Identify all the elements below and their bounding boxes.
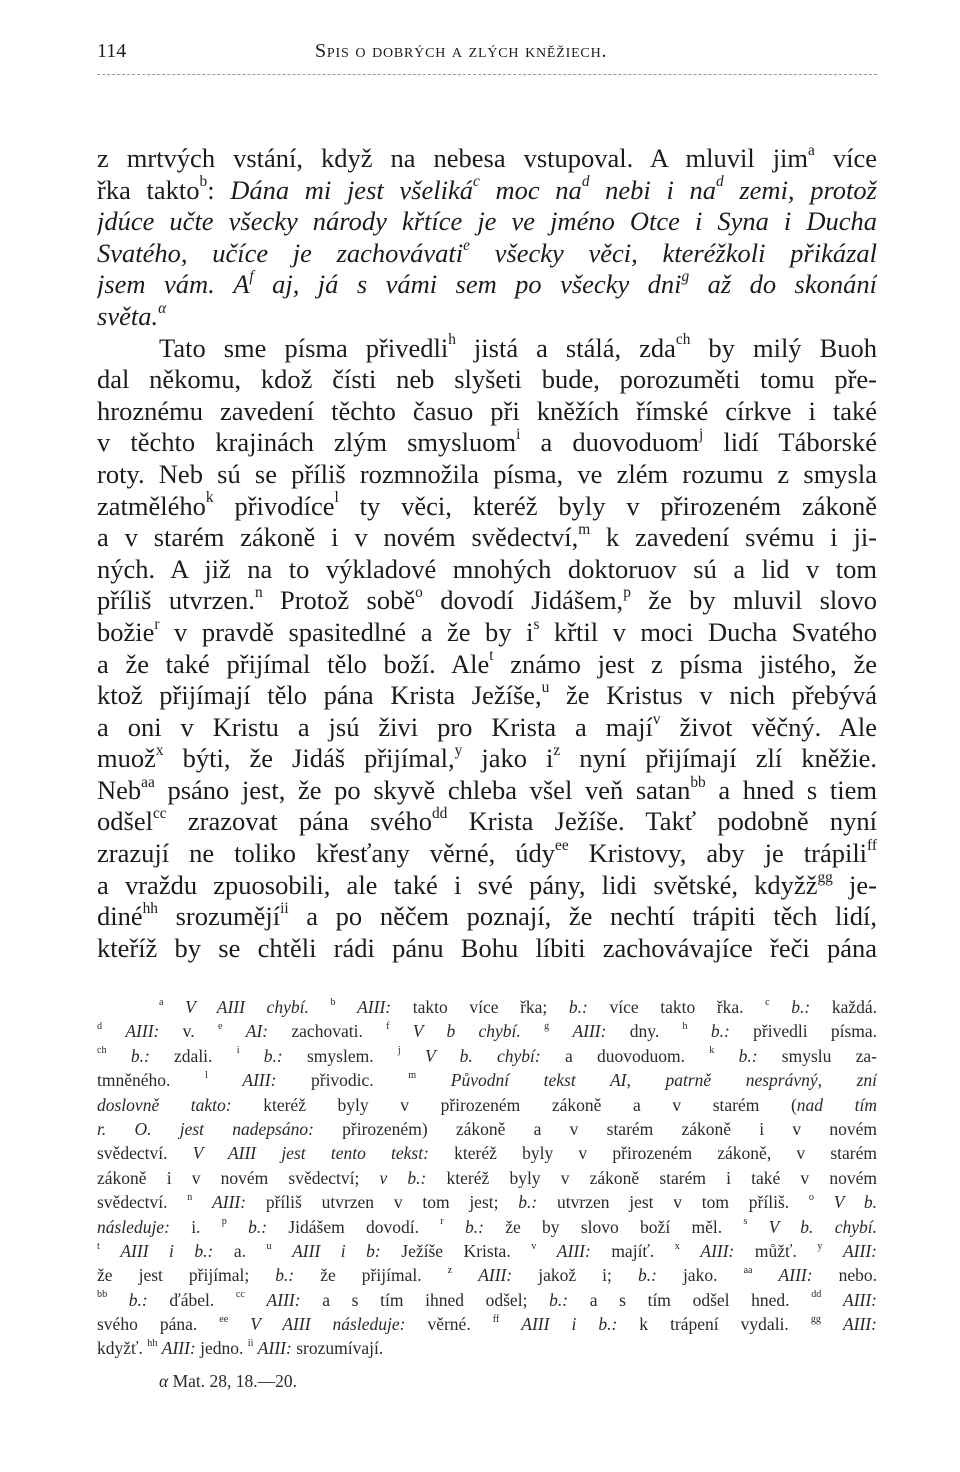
- footnote-line: svědectví. V AIII jest tento tekst: kteréž byly v přirozeném zákoně, v starém: [97, 1143, 877, 1164]
- footnote-line: $^{ch}$ b.: zdali. $^i$ b.: smyslem. $^j$ V b. chybí: a duovoduom. $^k$ b.: smyslu za-: [97, 1045, 877, 1066]
- text-line: diné$^{hh}$ srozumějí$^{ii}$ a po něčem poznají, že nechtí trápiti těch lidí,: [97, 901, 877, 932]
- text-line: jsem vám. $A^f$ aj, já s vámi sem po všecky dni$^g$ až do skonání: [97, 269, 877, 300]
- text-line: světa.$^\alpha$: [97, 300, 167, 331]
- footnotes: [97, 995, 877, 1393]
- scripture-reference: α Mat. 28, 18.—20.: [159, 1370, 298, 1391]
- text-line: a vraždu zpuosobili, ale také i své pány, lidi světské, kdyžž$^{gg}$ je-: [97, 869, 877, 900]
- text-line: ných. A již na to výkladové mnohých doktoruov sú a lid v tom: [97, 553, 877, 584]
- page-number: 114: [97, 40, 127, 62]
- footnote-line: svého pána. $^{ee}$ V AIII následuje: věrné. $^{ff}$ AIII i b.: k trápení vydali. $^{gg}$ AIII:: [97, 1313, 877, 1335]
- text-line: roty. Neb sú se příliš rozmnožila písma, ve zlém rozumu z smysla: [97, 458, 877, 489]
- text-line: příliš utvrzen.$^n$ Protož sobě$^o$ dovodí Jidášem,$^p$ že by mluvil slovo: [97, 585, 877, 616]
- text-line: kteříž by se chtěli rádi pánu Bohu líbiti zachovávajíce řeči pána: [97, 932, 877, 963]
- footnote-line: následuje: i. $^p$ b.: Jidášem dovodí. $^r$ b.: že by slovo boží měl. $^s$ V b. chybí.: [97, 1216, 877, 1237]
- text-line: zrazují ne toliko křesťany věrné, údy$^{ee}$ Kristovy, aby je trápili$^{ff}$: [97, 838, 877, 869]
- footnote-line: tmněného. $^l$ AIII: přivodic. $^m$ Původní tekst AI, patrně nesprávný, zní: [97, 1069, 877, 1091]
- text-line: zatmělého$^k$ přivodíce$^l$ ty věci, kteréž byly v přirozeném zákoně: [97, 490, 877, 521]
- footnote-line: svědectví. $^n$ AIII: příliš utvrzen v tom jest; b.: utvrzen jest v tom příliš. $^o$ V b.: [97, 1191, 877, 1213]
- footnote-line: $^a$ V AIII chybí. $^b$ AIII: takto více řka; b.: více takto řka. $^c$ b.: každá.: [159, 996, 877, 1017]
- text-line: a v starém zákoně i v novém svědectví,$^m$ k zavedení svému i ji-: [97, 522, 877, 553]
- text-line: ktož přijímají tělo pána Krista Ježíše,$^u$ že Kristus v nich přebývá: [97, 680, 877, 711]
- text-line: Svatého, učíce je zachovávati$^e$ všecky věci, kteréžkoli přikázal: [97, 237, 877, 268]
- text-line: a že také přijímal tělo boží. Ale$^t$ známo jest z písma jistého, že: [97, 648, 877, 679]
- text-line: řka takto$^b$: Dána mi jest všeliká$^c$ moc $na^d$ nebi i $na^d$ zemi, protož: [97, 174, 877, 205]
- footnote-line: doslovně takto: kteréž byly v přirozeném zákoně a v starém (nad tím: [97, 1094, 877, 1115]
- footnote-line: r. O. jest nadepsáno: přirozeném) zákoně a v starém zákoně i v novém: [97, 1118, 877, 1139]
- footnote-line: $^t$ AIII i b.: a. $^u$ AIII i b: Ježíše Krista. $^v$ AIII: majíť. $^x$ AIII: můžť. $^y$ AIII:: [97, 1240, 877, 1261]
- text-line: z mrtvých vstání, když na nebesa vstupoval. A mluvil jim$^a$ více: [97, 143, 877, 173]
- text-line: odšel$^{cc}$ zrazovat pána svého$^{dd}$ Krista Ježíše. Takť podobně nyní: [97, 806, 877, 837]
- text-line: muož$^x$ býti, že Jidáš přijímal,$^y$ jako $i^z$ nyní přijímají zlí kněžie.: [97, 743, 877, 774]
- running-title: Spis o dobrých a zlých kněžiech.: [315, 40, 608, 62]
- footnote-line: zákoně i v novém svědectví; v b.: kteréž byly v zákoně starém i také v novém: [97, 1167, 877, 1188]
- text-line: a oni v Kristu a jsú živi pro Krista a mají$^v$ život věčný. Ale: [97, 711, 877, 742]
- text-line: dal někomu, kdož čísti neb slyšeti bude, porozuměti tomu pře-: [97, 364, 877, 395]
- footnote-line: $^{bb}$ b.: ďábel. $^{cc}$ AIII: a s tím ihned odšel; b.: a s tím odšel hned. $^{dd}$ AIII:: [97, 1289, 877, 1310]
- text-line: hroznému zavedení těchto časuo při kněžích římské církve i také: [97, 395, 877, 426]
- text-line: Tato sme písma přivedli$^h$ jistá a stálá, zda$^{ch}$ by milý Buoh: [159, 332, 877, 363]
- footnote-line: kdyžť. $^{hh}$ AIII: jedno. $^{ii}$ AIII: srozumívají.: [97, 1338, 384, 1359]
- text-line: Neb$^{aa}$ psáno jest, že po skyvě chleba všel veň satan$^{bb}$ a hned s tiem: [97, 774, 877, 805]
- text-line: jdúce učte všecky národy křtíce je ve jméno Otce i Syna i Ducha: [97, 206, 877, 237]
- text-line: v těchto krajinách zlým smysluom$^i$ a duovoduom$^j$ lidí Táborské: [97, 427, 877, 458]
- text-line: božie$^r$ v pravdě spasitedlné a že by $i^s$ křtil v moci Ducha Svatého: [97, 616, 877, 647]
- footnote-line: že jest přijímal; b.: že přijímal. $^z$ AIII: jakož i; b.: jako. $^{aa}$ AIII: nebo.: [97, 1264, 877, 1286]
- footnote-line: $^d$ AIII: v. $^e$ AI: zachovati. $^f$ V b chybí. $^g$ AIII: dny. $^h$ b.: přivedli písma.: [97, 1021, 877, 1042]
- main-text: [97, 143, 877, 964]
- running-header: [97, 40, 877, 75]
